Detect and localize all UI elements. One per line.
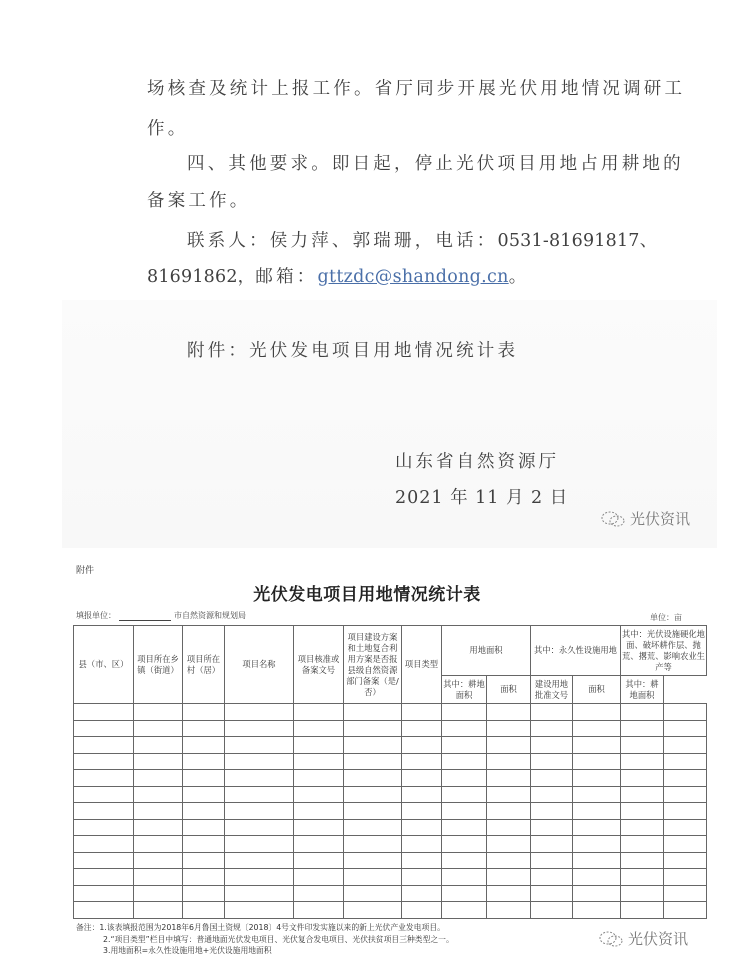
table-cell[interactable] bbox=[573, 704, 621, 721]
table-cell[interactable] bbox=[487, 770, 531, 787]
header-county: 县（市、区） bbox=[74, 626, 134, 704]
table-cell[interactable] bbox=[531, 720, 573, 737]
header-town: 项目所在乡镇（街道） bbox=[134, 626, 183, 704]
table-cell[interactable] bbox=[225, 704, 294, 721]
table-cell[interactable] bbox=[573, 836, 621, 853]
table-row bbox=[74, 852, 707, 869]
table-cell[interactable] bbox=[531, 885, 573, 902]
letter-line-3: 四、其他要求。即日起，停止光伏项目用地占用耕地的 bbox=[187, 154, 684, 174]
table-cell[interactable] bbox=[402, 720, 442, 737]
table-cell[interactable] bbox=[664, 885, 707, 902]
table-cell[interactable] bbox=[487, 786, 531, 803]
table-row bbox=[74, 770, 707, 787]
table-cell[interactable] bbox=[183, 753, 225, 770]
table-cell[interactable] bbox=[442, 852, 487, 869]
table-cell[interactable] bbox=[621, 720, 664, 737]
table-cell[interactable] bbox=[344, 852, 402, 869]
watermark-top bbox=[600, 508, 690, 529]
table-cell[interactable] bbox=[402, 786, 442, 803]
footnotes bbox=[76, 922, 454, 957]
table-cell[interactable] bbox=[487, 737, 531, 754]
table-cell[interactable] bbox=[134, 819, 183, 836]
table-cell[interactable] bbox=[664, 803, 707, 820]
watermark-bottom bbox=[598, 928, 688, 949]
table-cell[interactable] bbox=[134, 902, 183, 919]
header-pv-facility: 其中：光伏设施硬化地面、破坏耕作层、抛荒、撂荒、影响农业生产等 bbox=[621, 626, 707, 676]
table-cell[interactable] bbox=[225, 869, 294, 886]
attachment-reference: 附件：光伏发电项目用地情况统计表 bbox=[187, 341, 519, 361]
header-project-name: 项目名称 bbox=[225, 626, 294, 704]
table-cell[interactable] bbox=[402, 885, 442, 902]
table-cell[interactable] bbox=[442, 704, 487, 721]
table-cell[interactable] bbox=[225, 753, 294, 770]
email-suffix: 。 bbox=[508, 267, 530, 287]
table-cell[interactable] bbox=[225, 770, 294, 787]
table-cell[interactable] bbox=[294, 720, 344, 737]
table-cell[interactable] bbox=[442, 819, 487, 836]
signer: 山东省自然资源厅 bbox=[395, 452, 559, 472]
table-cell[interactable] bbox=[442, 902, 487, 919]
letter-line-4: 备案工作。 bbox=[147, 191, 251, 211]
table-cell[interactable] bbox=[344, 704, 402, 721]
table-cell[interactable] bbox=[294, 737, 344, 754]
table-cell[interactable] bbox=[294, 869, 344, 886]
table-cell[interactable] bbox=[573, 753, 621, 770]
table-cell[interactable] bbox=[74, 803, 134, 820]
table-cell[interactable] bbox=[664, 704, 707, 721]
contact-phone-2: 81691862， bbox=[147, 267, 256, 287]
table-cell[interactable] bbox=[74, 753, 134, 770]
table-cell[interactable] bbox=[134, 720, 183, 737]
table-cell[interactable] bbox=[134, 786, 183, 803]
table-cell[interactable] bbox=[344, 869, 402, 886]
table-cell[interactable] bbox=[183, 902, 225, 919]
table-cell[interactable] bbox=[402, 836, 442, 853]
signing-date: 2021 年 11 月 2 日 bbox=[395, 488, 569, 508]
email-link[interactable]: gttzdc@shandong.cn bbox=[317, 267, 509, 287]
table-cell[interactable] bbox=[74, 902, 134, 919]
email-line bbox=[147, 266, 529, 288]
table-cell[interactable] bbox=[487, 869, 531, 886]
table-cell[interactable] bbox=[402, 753, 442, 770]
table-row bbox=[74, 869, 707, 886]
table-cell[interactable] bbox=[442, 753, 487, 770]
table-cell[interactable] bbox=[664, 836, 707, 853]
table-row bbox=[74, 753, 707, 770]
table-cell[interactable] bbox=[294, 803, 344, 820]
table-cell[interactable] bbox=[225, 737, 294, 754]
watermark-text: 光伏资讯 bbox=[628, 930, 689, 948]
table-cell[interactable] bbox=[664, 902, 707, 919]
table-cell[interactable] bbox=[134, 704, 183, 721]
table-cell[interactable] bbox=[225, 720, 294, 737]
table-cell[interactable] bbox=[573, 902, 621, 919]
table-cell[interactable] bbox=[664, 852, 707, 869]
table-cell[interactable] bbox=[573, 737, 621, 754]
header-permanent-area: 面积 bbox=[487, 676, 531, 704]
table-row bbox=[74, 836, 707, 853]
table-cell[interactable] bbox=[621, 803, 664, 820]
table-cell[interactable] bbox=[621, 902, 664, 919]
table-cell[interactable] bbox=[344, 786, 402, 803]
table-cell[interactable] bbox=[573, 786, 621, 803]
table-cell[interactable] bbox=[442, 803, 487, 820]
table-cell[interactable] bbox=[402, 803, 442, 820]
wechat-icon bbox=[600, 510, 626, 528]
table-cell[interactable] bbox=[183, 885, 225, 902]
table-cell[interactable] bbox=[487, 803, 531, 820]
table-row bbox=[74, 803, 707, 820]
table-cell[interactable] bbox=[225, 786, 294, 803]
table-cell[interactable] bbox=[487, 885, 531, 902]
table-cell[interactable] bbox=[183, 803, 225, 820]
table-cell[interactable] bbox=[225, 885, 294, 902]
table-cell[interactable] bbox=[442, 836, 487, 853]
header-land-area-farmland: 其中：耕地面积 bbox=[442, 676, 487, 704]
table-cell[interactable] bbox=[442, 737, 487, 754]
table-cell[interactable] bbox=[344, 885, 402, 902]
table-cell[interactable] bbox=[402, 704, 442, 721]
table-cell[interactable] bbox=[74, 786, 134, 803]
table-cell[interactable] bbox=[183, 869, 225, 886]
table-cell[interactable] bbox=[621, 770, 664, 787]
table-cell[interactable] bbox=[664, 737, 707, 754]
table-cell[interactable] bbox=[442, 885, 487, 902]
table-cell[interactable] bbox=[664, 786, 707, 803]
table-cell[interactable] bbox=[183, 786, 225, 803]
table-cell[interactable] bbox=[344, 902, 402, 919]
attachment-label: 附件 bbox=[76, 566, 95, 576]
table-cell[interactable] bbox=[183, 836, 225, 853]
table-cell[interactable] bbox=[74, 819, 134, 836]
table-cell[interactable] bbox=[294, 852, 344, 869]
table-cell[interactable] bbox=[294, 770, 344, 787]
table-cell[interactable] bbox=[74, 836, 134, 853]
table-cell[interactable] bbox=[621, 852, 664, 869]
table-cell[interactable] bbox=[573, 885, 621, 902]
table-cell[interactable] bbox=[344, 770, 402, 787]
table-row bbox=[74, 885, 707, 902]
table-cell[interactable] bbox=[664, 753, 707, 770]
table-cell[interactable] bbox=[531, 770, 573, 787]
land-use-stats-table bbox=[73, 625, 707, 919]
table-cell[interactable] bbox=[344, 753, 402, 770]
table-cell[interactable] bbox=[442, 770, 487, 787]
fill-unit-blank[interactable] bbox=[119, 611, 171, 621]
table-cell[interactable] bbox=[487, 902, 531, 919]
table-cell[interactable] bbox=[621, 885, 664, 902]
table-cell[interactable] bbox=[134, 753, 183, 770]
table-cell[interactable] bbox=[344, 803, 402, 820]
table-title: 光伏发电项目用地情况统计表 bbox=[253, 585, 481, 605]
table-cell[interactable] bbox=[134, 770, 183, 787]
table-body bbox=[74, 704, 707, 919]
header-permanent-doc: 建设用地批准文号 bbox=[531, 676, 573, 704]
table-cell[interactable] bbox=[225, 902, 294, 919]
table-row bbox=[74, 737, 707, 754]
table-cell[interactable] bbox=[531, 869, 573, 886]
table-cell[interactable] bbox=[621, 836, 664, 853]
table-cell[interactable] bbox=[225, 803, 294, 820]
table-cell[interactable] bbox=[402, 737, 442, 754]
table-cell[interactable] bbox=[621, 753, 664, 770]
table-cell[interactable] bbox=[402, 902, 442, 919]
header-village: 项目所在村（居） bbox=[183, 626, 225, 704]
table-row bbox=[74, 819, 707, 836]
table-cell[interactable] bbox=[134, 803, 183, 820]
table-cell[interactable] bbox=[402, 819, 442, 836]
table-cell[interactable] bbox=[294, 786, 344, 803]
table-row bbox=[74, 704, 707, 721]
table-cell[interactable] bbox=[294, 902, 344, 919]
table-cell[interactable] bbox=[74, 737, 134, 754]
footnote-3: 3.用地面积=永久性设施用地+光伏设施用地面积 bbox=[103, 946, 272, 955]
letter-line-2: 作。 bbox=[147, 119, 189, 139]
table-cell[interactable] bbox=[74, 704, 134, 721]
watermark-text: 光伏资讯 bbox=[630, 510, 691, 528]
unit-label: 单位：亩 bbox=[650, 613, 682, 622]
table-cell[interactable] bbox=[664, 770, 707, 787]
header-project-type: 项目类型 bbox=[402, 626, 442, 704]
table-cell[interactable] bbox=[487, 852, 531, 869]
fill-unit-suffix: 市自然资源和规划局 bbox=[174, 611, 246, 620]
table-cell[interactable] bbox=[664, 720, 707, 737]
table-cell[interactable] bbox=[183, 720, 225, 737]
table-cell[interactable] bbox=[225, 836, 294, 853]
table-cell[interactable] bbox=[531, 753, 573, 770]
contact-phone-1: 0531-81691817、 bbox=[497, 231, 658, 251]
table-row bbox=[74, 902, 707, 919]
table-cell[interactable] bbox=[183, 704, 225, 721]
table-cell[interactable] bbox=[573, 803, 621, 820]
table-cell[interactable] bbox=[442, 869, 487, 886]
table-cell[interactable] bbox=[74, 885, 134, 902]
table-cell[interactable] bbox=[74, 720, 134, 737]
header-approval-doc: 项目核准或备案文号 bbox=[294, 626, 344, 704]
table-cell[interactable] bbox=[531, 704, 573, 721]
table-cell[interactable] bbox=[442, 786, 487, 803]
table-cell[interactable] bbox=[225, 852, 294, 869]
wechat-icon bbox=[598, 930, 624, 948]
table-cell[interactable] bbox=[573, 869, 621, 886]
table-cell[interactable] bbox=[183, 737, 225, 754]
table-cell[interactable] bbox=[134, 885, 183, 902]
contact-prefix: 联系人：侯力萍、郭瑞珊，电话： bbox=[187, 231, 498, 251]
table-cell[interactable] bbox=[487, 704, 531, 721]
table-cell[interactable] bbox=[344, 737, 402, 754]
table-cell[interactable] bbox=[134, 836, 183, 853]
table-cell[interactable] bbox=[344, 836, 402, 853]
table-cell[interactable] bbox=[74, 869, 134, 886]
table-cell[interactable] bbox=[573, 819, 621, 836]
table-row bbox=[74, 720, 707, 737]
table-cell[interactable] bbox=[74, 770, 134, 787]
fill-unit-label: 填报单位： bbox=[76, 611, 116, 620]
table-cell[interactable] bbox=[183, 770, 225, 787]
table-cell[interactable] bbox=[621, 869, 664, 886]
header-permanent: 其中：永久性设施用地 bbox=[531, 626, 621, 676]
table-cell[interactable] bbox=[225, 819, 294, 836]
table-cell[interactable] bbox=[621, 786, 664, 803]
table-cell[interactable] bbox=[134, 737, 183, 754]
table-cell[interactable] bbox=[621, 737, 664, 754]
table-cell[interactable] bbox=[487, 753, 531, 770]
table-cell[interactable] bbox=[531, 902, 573, 919]
table-cell[interactable] bbox=[294, 704, 344, 721]
table-cell[interactable] bbox=[402, 852, 442, 869]
table-cell[interactable] bbox=[344, 819, 402, 836]
header-land-area: 用地面积 bbox=[442, 626, 531, 676]
table-cell[interactable] bbox=[531, 786, 573, 803]
table-cell[interactable] bbox=[183, 819, 225, 836]
email-label: 邮箱： bbox=[255, 267, 318, 287]
table-cell[interactable] bbox=[487, 836, 531, 853]
table-cell[interactable] bbox=[487, 819, 531, 836]
table-cell[interactable] bbox=[402, 770, 442, 787]
table-cell[interactable] bbox=[442, 720, 487, 737]
header-pv-farmland: 其中：耕地面积 bbox=[621, 676, 664, 704]
table-cell[interactable] bbox=[294, 819, 344, 836]
table-cell[interactable] bbox=[134, 869, 183, 886]
table-cell[interactable] bbox=[573, 770, 621, 787]
table-cell[interactable] bbox=[183, 852, 225, 869]
table-cell[interactable] bbox=[621, 704, 664, 721]
table-cell[interactable] bbox=[531, 737, 573, 754]
contact-line bbox=[187, 230, 657, 252]
table-cell[interactable] bbox=[134, 852, 183, 869]
letter-line-1: 场核查及统计上报工作。省厅同步开展光伏用地情况调研工 bbox=[147, 79, 686, 99]
table-cell[interactable] bbox=[531, 803, 573, 820]
table-cell[interactable] bbox=[531, 819, 573, 836]
table-cell[interactable] bbox=[74, 852, 134, 869]
table-cell[interactable] bbox=[487, 720, 531, 737]
table-cell[interactable] bbox=[294, 885, 344, 902]
table-cell[interactable] bbox=[344, 720, 402, 737]
header-filing: 项目建设方案和土地复合利用方案是否报县级自然资源部门备案（是/否） bbox=[344, 626, 402, 704]
table-cell[interactable] bbox=[664, 819, 707, 836]
fill-unit bbox=[76, 610, 246, 621]
table-cell[interactable] bbox=[402, 869, 442, 886]
table-cell[interactable] bbox=[531, 836, 573, 853]
table-cell[interactable] bbox=[294, 836, 344, 853]
table-cell[interactable] bbox=[664, 869, 707, 886]
table-cell[interactable] bbox=[621, 819, 664, 836]
table-cell[interactable] bbox=[531, 852, 573, 869]
header-pv-area: 面积 bbox=[573, 676, 621, 704]
footnote-2: 2.“项目类型”栏目中填写：普通地面光伏发电项目、光伏复合发电项目、光伏扶贫项目三种类型之一。 bbox=[103, 934, 454, 944]
table-cell[interactable] bbox=[573, 720, 621, 737]
table-row bbox=[74, 786, 707, 803]
table-cell[interactable] bbox=[573, 852, 621, 869]
table-cell[interactable] bbox=[294, 753, 344, 770]
footnote-1: 备注：1.该表填报范围为2018年6月鲁国土资规〔2018〕4号文件印发实施以来的新上光伏产业发电项目。 bbox=[76, 923, 445, 932]
